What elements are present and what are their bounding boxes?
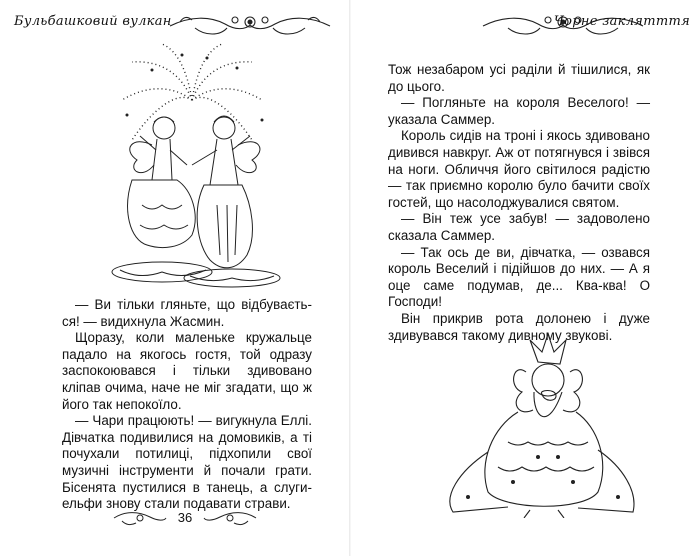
paragraph: — Ви тільки гляньте, що відбуваєть-ся! — видихнула Жасмин. bbox=[62, 297, 312, 329]
left-body-text bbox=[62, 297, 312, 513]
king-illustration-icon bbox=[438, 332, 644, 518]
paragraph: Щоразу, коли маленьке кружальце падало на якогось гостя, той одразу заспокоювався і тільки здивовано кліпав очима, наче не міг згадати, що ж його так непокоїло. bbox=[62, 330, 312, 412]
page-number-footer bbox=[110, 503, 260, 533]
paragraph: — Так ось де ви, дівчатка, — озвався король Веселий і підійшов до них. — А я оце саме подумав, де... Ква-ква! О Господи! bbox=[388, 244, 650, 310]
fairies-illustration-icon bbox=[92, 40, 292, 292]
paragraph: — Погляньте на короля Веселого! — указала Саммер. bbox=[388, 95, 650, 127]
page-number: 36 bbox=[177, 510, 193, 525]
right-page bbox=[350, 0, 700, 556]
paragraph: Тож незабаром усі раділи й тішилися, як до цього. bbox=[388, 62, 650, 94]
left-running-head bbox=[10, 8, 340, 40]
right-body-text bbox=[388, 62, 650, 344]
right-running-head bbox=[360, 8, 690, 40]
right-running-title: Чорне заклятття bbox=[553, 14, 690, 29]
paragraph: — Чари працюють! — вигукнула Еллі. Дівчатка подивилися на домовиків, а ті почухали потилиці, підхопили свої музичні інструменти й почали грати. Бісенята пустилися в танець, а слуги-ельфи знову стали подавати страви. bbox=[62, 413, 312, 512]
left-running-title: Бульбашковий вулкан bbox=[14, 14, 172, 29]
flourish-ornament-icon bbox=[165, 8, 335, 42]
paragraph: Він прикрив рота долонею і дуже здивувався такому дивному звукові. bbox=[388, 310, 650, 343]
paragraph: Король сидів на троні і якось здивовано дивився навкруг. Аж от потягнувся і звівся на ноги. Обличчя його світилося радістю — так приємно королю було бачити своїх гостей, що насолоджувалися святом. bbox=[388, 128, 650, 210]
paragraph: — Він теж усе забув! — задоволено сказала Саммер. bbox=[388, 211, 650, 243]
